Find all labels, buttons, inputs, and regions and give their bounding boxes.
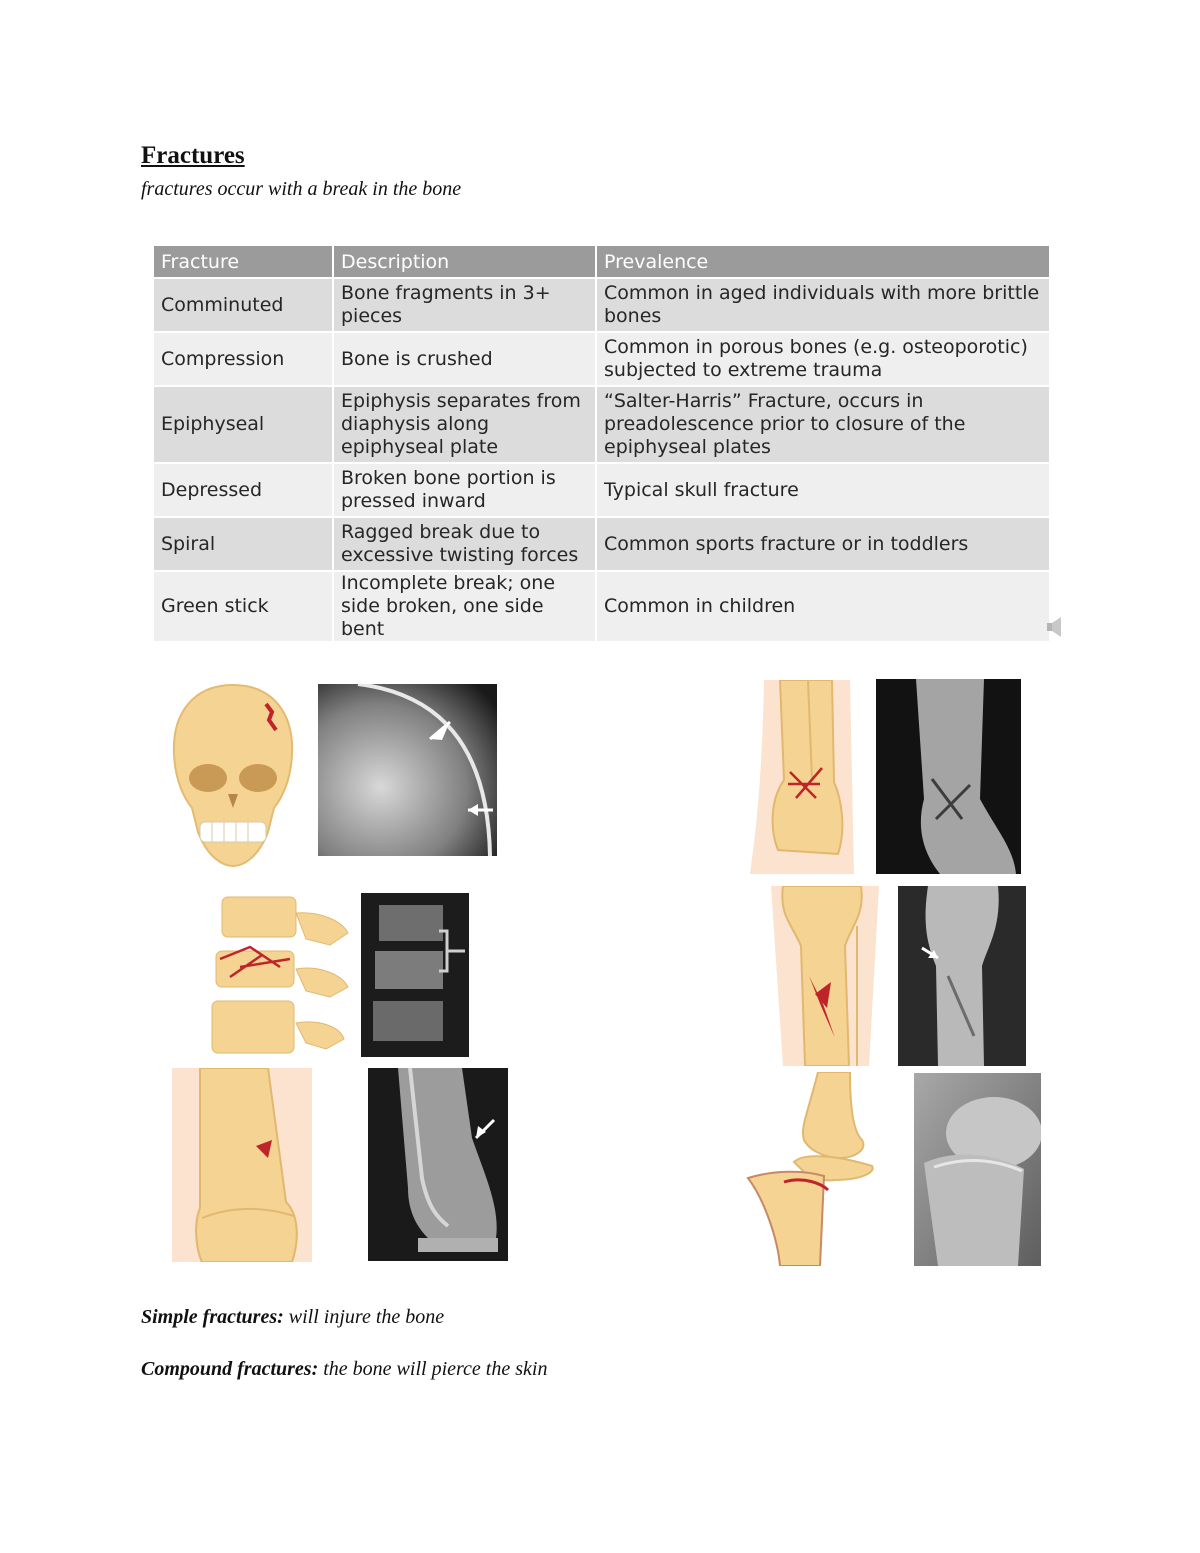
prevalence-cell: Common in aged individuals with more brittle bones	[597, 279, 1049, 331]
fracture-cell: Depressed	[154, 464, 332, 516]
skull-xray	[318, 684, 497, 856]
skull-illustration	[168, 682, 298, 868]
description-cell: Epiphysis separates from diaphysis along epiphyseal plate	[334, 387, 595, 462]
spiral-illustration	[765, 886, 885, 1066]
table-row	[154, 572, 1049, 641]
table-header-row	[154, 246, 1049, 277]
prevalence-cell: Typical skull fracture	[597, 464, 1049, 516]
fracture-cell: Compression	[154, 333, 332, 385]
prevalence-cell: Common in porous bones (e.g. osteoporotic) subjected to extreme trauma	[597, 333, 1049, 385]
table-row	[154, 387, 1049, 462]
spiral-xray	[898, 886, 1026, 1066]
compound-fractures-note	[141, 1358, 547, 1381]
description-cell: Incomplete break; one side broken, one side bent	[334, 572, 595, 641]
header-fracture: Fracture	[154, 246, 332, 277]
description-cell: Broken bone portion is pressed inward	[334, 464, 595, 516]
table-row	[154, 279, 1049, 331]
description-cell: Ragged break due to excessive twisting forces	[334, 518, 595, 570]
fracture-cell: Epiphyseal	[154, 387, 332, 462]
compound-text: the bone will pierce the skin	[318, 1358, 548, 1380]
greenstick-illustration	[744, 1072, 879, 1266]
page-title: Fractures	[141, 142, 245, 169]
prevalence-cell: “Salter-Harris” Fracture, occurs in preadolescence prior to closure of the epiphyseal plates	[597, 387, 1049, 462]
simple-label: Simple fractures:	[141, 1306, 284, 1328]
table-row	[154, 464, 1049, 516]
epiphyseal-illustration	[172, 1068, 312, 1262]
fracture-cell: Green stick	[154, 572, 332, 641]
epiphyseal-xray	[368, 1068, 508, 1261]
description-cell: Bone is crushed	[334, 333, 595, 385]
prevalence-cell: Common in children	[597, 572, 1049, 641]
description-cell: Bone fragments in 3+ pieces	[334, 279, 595, 331]
fracture-cell: Comminuted	[154, 279, 332, 331]
comminuted-xray	[876, 679, 1021, 874]
fracture-table	[152, 244, 1051, 643]
vertebrae-illustration	[210, 893, 352, 1059]
header-prevalence: Prevalence	[597, 246, 1049, 277]
fracture-cell: Spiral	[154, 518, 332, 570]
vertebrae-xray	[361, 893, 469, 1057]
compound-label: Compound fractures:	[141, 1358, 319, 1380]
table-row	[154, 333, 1049, 385]
speaker-icon[interactable]	[1047, 617, 1063, 637]
simple-text: will injure the bone	[283, 1306, 445, 1328]
page-subtitle: fractures occur with a break in the bone	[141, 178, 462, 200]
simple-fractures-note	[141, 1306, 444, 1329]
greenstick-xray	[914, 1073, 1041, 1266]
comminuted-illustration	[750, 680, 865, 874]
header-description: Description	[334, 246, 595, 277]
prevalence-cell: Common sports fracture or in toddlers	[597, 518, 1049, 570]
table-row	[154, 518, 1049, 570]
